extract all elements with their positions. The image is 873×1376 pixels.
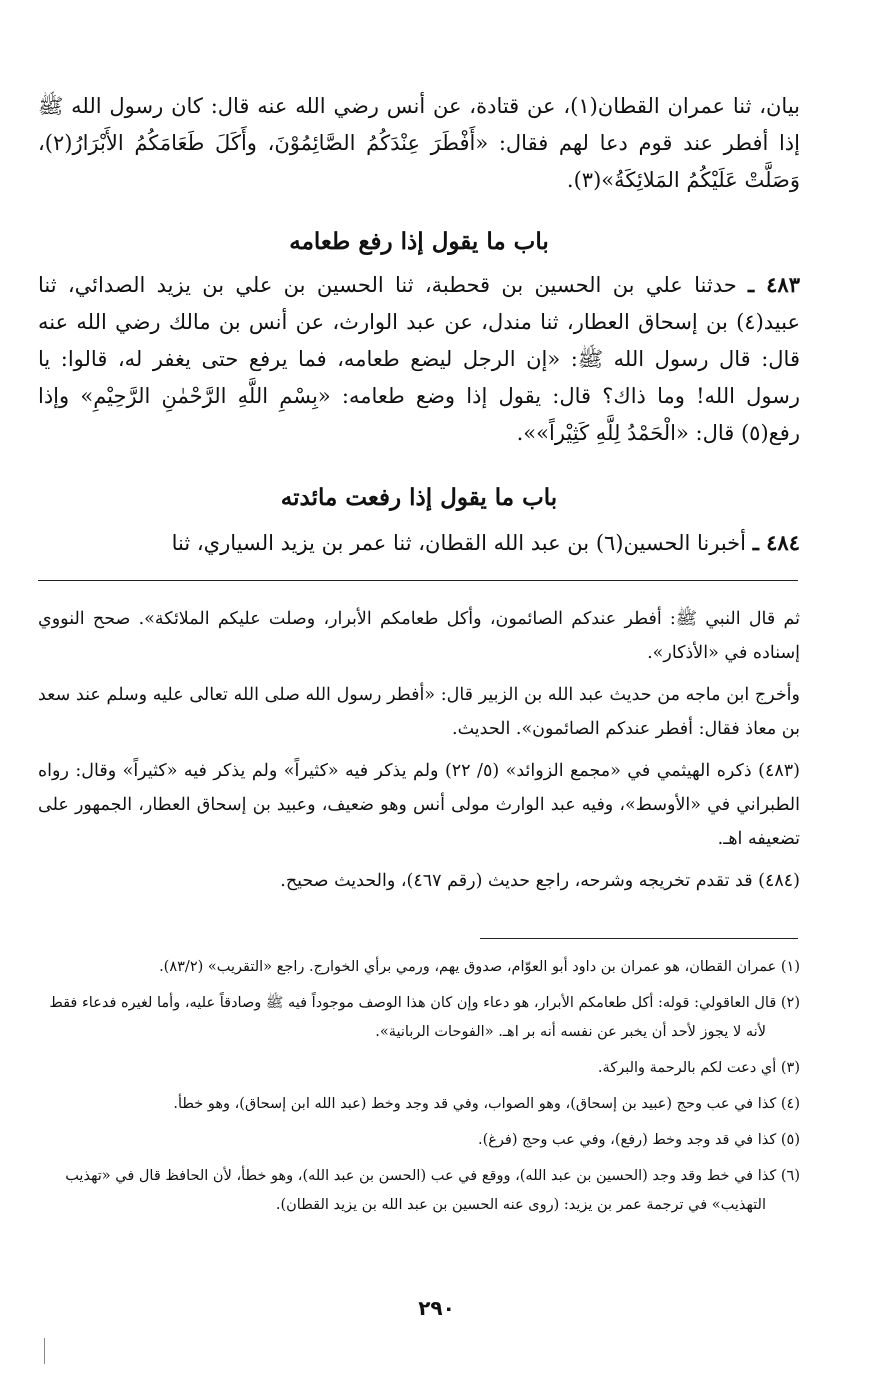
hadith-484 bbox=[38, 524, 800, 562]
chapter-heading-2: باب ما يقول إذا رفعت مائدته bbox=[280, 484, 558, 511]
footnote: (٣) أي دعت لكم بالرحمة والبركة. bbox=[597, 1060, 800, 1076]
hadith-484-text: أخبرنا الحسين(٦) بن عبد الله القطان، ثنا عمر بن يزيد السياري، ثنا bbox=[171, 531, 746, 555]
footnote: (١) عمران القطان، هو عمران بن داود أبو العوّام، صدوق يهم، ورمي برأي الخوارج. راجع «التقريب» (٨٣/٢). bbox=[159, 959, 800, 975]
footnote: (٦) كذا في خط وقد وجد (الحسين بن عبد الله)، ووقع في عب (الحسن بن عبد الله)، وهو خطأ، لأن الحافظ قال في «تهذيب التهذيب» في ترجمة عمر بن يزيد: (روى عنه الحسين بن عبد الله بن يزيد القطان). bbox=[65, 1168, 800, 1213]
hadith-484-block bbox=[38, 524, 800, 562]
hadith-483-text: حدثنا علي بن الحسين بن قحطبة، ثنا الحسين بن علي بن يزيد الصدائي، ثنا عبيد(٤) بن إسحاق العطار، ثنا مندل، عن عبد الوارث، عن أنس بن مالك رضي الله عنه قال: قال رسول الله ﷺ: «إن الرجل ليضع طعامه، فما يرفع حتى يغفر له، قالوا: يا رسول الله! وما ذاك؟ قال: يقول إذا وضع طعامه: «بِسْمِ اللَّهِ الرَّحْمٰنِ الرَّحِيْمِ» وإذا رفع(٥) قال: «الْحَمْدُ لِلَّهِ كَثِيْراً»». bbox=[38, 273, 801, 445]
commentary-paragraph: (٤٨٣) ذكره الهيثمي في «مجمع الزوائد» (٥/ ٢٢) ولم يذكر فيه «كثيراً» ولم يذكر فيه «كثيراً» وقال: رواه الطبراني في «الأوسط»، وفيه عبد الوارث مولى أنس وهو ضعيف، وعبيد بن إسحاق العطار، الجمهور على تضعيفه اهـ. bbox=[38, 761, 800, 849]
footnotes-block bbox=[38, 953, 800, 1227]
footnote: (٤) كذا في عب وحج (عبيد بن إسحاق)، وهو الصواب، وفي قد وجد وخط (عبد الله ابن إسحاق)، وهو خطأ. bbox=[173, 1096, 800, 1112]
commentary-block bbox=[38, 602, 800, 906]
commentary-paragraph: ثم قال النبي ﷺ: أفطر عندكم الصائمون، وأكل طعامكم الأبرار، وصلت عليكم الملائكة». صحح النووي إسناده في «الأذكار». bbox=[38, 609, 800, 663]
footnote: (٥) كذا في قد وجد وخط (رفع)، وفي عب وحج (فرغ). bbox=[477, 1132, 800, 1148]
footnote: (٢) قال العاقولي: قوله: أكل طعامكم الأبرار، هو دعاء وإن كان هذا الوصف موجوداً فيه ﷺ وصادقاً عليه، وأما لغيره فدعاء فقط لأنه لا يجوز لأحد أن يخبر عن نفسه أنه بر اهـ. «الفوحات الربانية». bbox=[49, 995, 800, 1040]
separator-rule bbox=[38, 580, 798, 581]
commentary-paragraph: وأخرج ابن ماجه من حديث عبد الله بن الزبير قال: «أفطر رسول الله صلى الله تعالى عليه وسلم عند سعد بن معاذ فقال: أفطر عندكم الصائمون». الحديث. bbox=[38, 685, 800, 739]
hadith-483 bbox=[38, 266, 800, 452]
intro-block bbox=[38, 88, 800, 199]
commentary-paragraph: (٤٨٤) قد تقدم تخريجه وشرحه، راجع حديث (رقم ٤٦٧)، والحديث صحيح. bbox=[280, 871, 800, 891]
page-number: ٢٩٠ bbox=[418, 1296, 455, 1320]
hadith-483-number: ٤٨٣ ـ bbox=[748, 272, 800, 297]
chapter-heading-1: باب ما يقول إذا رفع طعامه bbox=[289, 228, 549, 255]
intro-paragraph: بيان، ثنا عمران القطان(١)، عن قتادة، عن أنس رضي الله عنه قال: كان رسول الله ﷺ إذا أفطر عند قوم دعا لهم فقال: «أَفْطَرَ عِنْدَكُمُ الصَّائِمُوْنَ، وأَكَلَ طَعَامَكُمُ الأَبْرَارُ(٢)، وَصَلَّتْ عَلَيْكُمُ المَلائِكَةُ»(٣). bbox=[38, 94, 800, 192]
footnote-rule bbox=[480, 938, 798, 939]
hadith-484-number: ٤٨٤ ـ bbox=[752, 530, 800, 555]
scan-mark bbox=[44, 1338, 45, 1364]
hadith-483-block bbox=[38, 266, 800, 452]
